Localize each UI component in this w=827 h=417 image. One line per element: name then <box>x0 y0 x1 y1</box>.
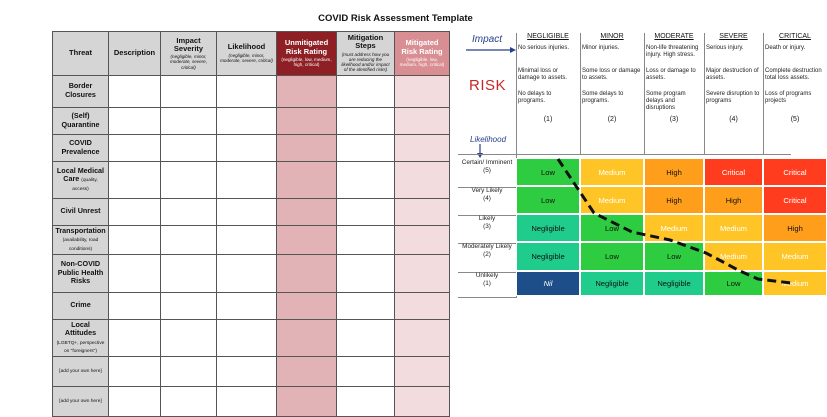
likelihood-cell[interactable] <box>217 254 277 292</box>
unmitigated-risk-cell[interactable] <box>277 134 337 161</box>
impact-heading: MODERATE <box>654 33 694 40</box>
description-cell[interactable] <box>109 292 161 319</box>
likelihood-row-label <box>458 187 516 202</box>
threat-name-cell <box>53 254 109 292</box>
description-cell[interactable] <box>109 319 161 357</box>
risk-cell-medium: Medium <box>644 214 704 242</box>
impact-heading: NEGLIGIBLE <box>527 33 569 40</box>
threat-name: (Self) Quarantine <box>61 110 100 129</box>
risk-cell-low: Low <box>704 271 763 296</box>
threat-name-cell <box>53 387 109 417</box>
likelihood-row-number: (4) <box>483 194 491 202</box>
impact-description <box>516 45 580 114</box>
likelihood-cell[interactable] <box>217 161 277 198</box>
likelihood-cell[interactable] <box>217 225 277 254</box>
risk-cell-medium: Medium <box>580 158 644 186</box>
unmitigated-risk-cell[interactable] <box>277 107 337 134</box>
risk-cell-low: Low <box>644 242 704 271</box>
threat-name-sub: (LGBTQ+, perspective on "foreigners") <box>56 340 105 355</box>
threat-name-cell <box>53 161 109 198</box>
table-row <box>53 161 450 198</box>
impact-heading: SEVERE <box>719 33 748 40</box>
threat-name-cell <box>53 292 109 319</box>
likelihood-row-name: Likely <box>478 215 496 222</box>
description-cell[interactable] <box>109 107 161 134</box>
likelihood-row-name: Certain/ Imminent <box>461 159 513 166</box>
impact-number: (2) <box>607 116 617 123</box>
table-row <box>53 134 450 161</box>
likelihood-row-name: Very Likely <box>471 187 503 194</box>
threat-name-cell <box>53 319 109 357</box>
impact-description <box>763 45 827 114</box>
impact-description-line: Non-life threatening injury. High stress. <box>646 45 699 59</box>
mitigation-steps-cell[interactable] <box>337 161 395 198</box>
risk-cell-low: Low <box>580 214 644 242</box>
risk-cell-high: High <box>644 158 704 186</box>
impact-description-line: Some loss or damage to assets. <box>582 68 641 82</box>
header-unmitigated-risk: Unmitigated Risk Rating (negligible, low, medium, high, critical) <box>277 32 337 76</box>
impact-severity-cell[interactable] <box>161 225 217 254</box>
header-mitigated-risk: Mitigated Risk Rating (negligible, low, medium, high, critical) <box>395 32 450 76</box>
risk-cell-nil: Nil <box>516 271 580 296</box>
table-row <box>53 319 450 357</box>
header-description: Description <box>109 32 161 76</box>
likelihood-cell[interactable] <box>217 357 277 387</box>
impact-description-line: Some delays to programs. <box>582 91 624 105</box>
impact-description <box>580 45 644 114</box>
threat-name-sub: (quality, access) <box>72 178 98 192</box>
impact-column-minor <box>580 33 644 123</box>
impact-column-divider <box>704 33 705 154</box>
mitigated-risk-cell[interactable] <box>395 225 450 254</box>
likelihood-cell[interactable] <box>217 107 277 134</box>
impact-number: (4) <box>729 116 738 123</box>
impact-description-line: Minimal loss or damage to assets. <box>518 68 568 82</box>
mitigated-risk-cell[interactable] <box>395 357 450 387</box>
threat-name: Local Medical Care <box>56 165 105 184</box>
unmitigated-risk-cell[interactable] <box>277 225 337 254</box>
threat-name-cell <box>53 134 109 161</box>
mitigation-steps-cell[interactable] <box>337 319 395 357</box>
mitigated-risk-cell[interactable] <box>395 107 450 134</box>
mitigation-steps-cell[interactable] <box>337 387 395 417</box>
impact-description-line: Some program delays and disruptions <box>646 91 686 112</box>
impact-number: (5) <box>790 116 800 123</box>
unmitigated-risk-cell[interactable] <box>277 161 337 198</box>
threat-table <box>52 31 450 417</box>
likelihood-arrow-icon <box>476 144 484 158</box>
mitigation-steps-cell[interactable] <box>337 198 395 225</box>
impact-severity-cell[interactable] <box>161 75 217 107</box>
threat-name-cell <box>53 198 109 225</box>
impact-severity-cell[interactable] <box>161 107 217 134</box>
table-row <box>53 387 450 417</box>
likelihood-row-number: (5) <box>483 166 491 174</box>
threat-name: Local Attitudes <box>64 319 97 338</box>
mitigated-risk-cell[interactable] <box>395 161 450 198</box>
mitigated-risk-cell[interactable] <box>395 198 450 225</box>
threat-name: COVID Prevalence <box>61 137 100 156</box>
mitigation-steps-cell[interactable] <box>337 107 395 134</box>
threat-name-sub: (availability, road conditions) <box>62 238 99 252</box>
header-likelihood: Likelihood (negligible, minor, moderate, severe, critical) <box>217 32 277 76</box>
risk-cell-low: Low <box>516 158 580 186</box>
description-cell[interactable] <box>109 387 161 417</box>
risk-cell-critical: Critical <box>763 158 827 186</box>
likelihood-cell[interactable] <box>217 292 277 319</box>
risk-matrix <box>458 28 822 300</box>
likelihood-row-label <box>458 159 516 174</box>
table-row <box>53 107 450 134</box>
risk-cell-medium: Medium <box>763 242 827 271</box>
impact-severity-cell[interactable] <box>161 254 217 292</box>
mitigated-risk-cell[interactable] <box>395 254 450 292</box>
impact-label: Impact <box>472 34 503 45</box>
impact-severity-cell[interactable] <box>161 319 217 357</box>
likelihood-label: Likelihood <box>470 135 507 144</box>
risk-cell-negligible: Negligible <box>644 271 704 296</box>
description-cell[interactable] <box>109 357 161 387</box>
impact-column-divider <box>644 33 645 154</box>
risk-cell-negligible: Negligible <box>516 214 580 242</box>
impact-description-line: Severe disruption to programs <box>706 91 760 105</box>
impact-description-line: Complete destruction total loss assets. <box>765 68 822 82</box>
likelihood-cell[interactable] <box>217 134 277 161</box>
description-cell[interactable] <box>109 198 161 225</box>
threat-name: Crime <box>70 300 91 310</box>
threat-name: Border Closures <box>65 81 96 100</box>
impact-arrow-icon <box>466 46 516 54</box>
unmitigated-risk-cell[interactable] <box>277 75 337 107</box>
description-cell[interactable] <box>109 75 161 107</box>
impact-severity-cell[interactable] <box>161 134 217 161</box>
header-mitigation-steps: Mitigation Steps (must address how you are reducing the likelihood and/or impact of the identified risks) <box>337 32 395 76</box>
mitigation-steps-cell[interactable] <box>337 292 395 319</box>
likelihood-row-name: Moderately Likely <box>462 243 512 250</box>
unmitigated-risk-cell[interactable] <box>277 357 337 387</box>
mitigated-risk-cell[interactable] <box>395 134 450 161</box>
threat-name: [add your own here] <box>59 398 102 404</box>
mitigation-steps-cell[interactable] <box>337 75 395 107</box>
likelihood-cell[interactable] <box>217 319 277 357</box>
header-threat: Threat <box>53 32 109 76</box>
impact-description-line: No delays to programs. <box>518 91 552 105</box>
likelihood-row-number: (2) <box>483 250 491 258</box>
mitigated-risk-cell[interactable] <box>395 319 450 357</box>
likelihood-cell[interactable] <box>217 75 277 107</box>
header-likelihood-sub: (negligible, minor, moderate, severe, critical) <box>220 52 273 63</box>
impact-severity-cell[interactable] <box>161 198 217 225</box>
impact-severity-cell[interactable] <box>161 161 217 198</box>
risk-cell-high: High <box>644 186 704 214</box>
risk-cell-medium: Medium <box>704 214 763 242</box>
risk-cell-high: High <box>763 214 827 242</box>
header-mitigation-sub: (must address how you are reducing the likelihood and/or impact of the identified risks) <box>341 51 390 73</box>
risk-cell-critical: Critical <box>704 158 763 186</box>
unmitigated-risk-cell[interactable] <box>277 292 337 319</box>
impact-severity-cell[interactable] <box>161 292 217 319</box>
risk-cell-medium: Medium <box>704 242 763 271</box>
impact-severity-cell[interactable] <box>161 387 217 417</box>
impact-severity-cell[interactable] <box>161 357 217 387</box>
likelihood-row-number: (1) <box>483 279 491 287</box>
risk-cell-high: High <box>704 186 763 214</box>
impact-column-severe <box>704 33 763 123</box>
mitigation-steps-cell[interactable] <box>337 357 395 387</box>
likelihood-row-divider <box>458 297 516 298</box>
header-impact-severity: Impact Severity (negligible, minor, moderate, severe, critical) <box>161 32 217 76</box>
likelihood-row-number: (3) <box>483 222 491 230</box>
unmitigated-risk-cell[interactable] <box>277 254 337 292</box>
unmitigated-risk-cell[interactable] <box>277 198 337 225</box>
impact-heading: MINOR <box>600 33 624 40</box>
likelihood-row-label <box>458 243 516 258</box>
risk-cell-medium: Medium <box>580 186 644 214</box>
impact-description-line: Serious injury. <box>706 45 744 51</box>
impact-column-divider <box>580 33 581 154</box>
impact-description-line: Loss of programs projects <box>765 91 812 105</box>
unmitigated-risk-cell[interactable] <box>277 319 337 357</box>
page-title: COVID Risk Assessment Template <box>318 13 473 24</box>
description-cell[interactable] <box>109 225 161 254</box>
unmitigated-risk-cell[interactable] <box>277 387 337 417</box>
header-mitigated-sub: (negligible, low, medium, high, critical) <box>399 56 445 68</box>
matrix-top-divider <box>458 154 791 155</box>
threat-name-cell <box>53 225 109 254</box>
header-impact-severity-sub: (negligible, minor, moderate, severe, critical) <box>169 54 208 70</box>
impact-number: (3) <box>669 116 679 123</box>
mitigation-steps-cell[interactable] <box>337 254 395 292</box>
table-header-row <box>53 32 450 76</box>
threat-name-cell <box>53 75 109 107</box>
impact-description-line: No serious injuries. <box>518 45 570 51</box>
impact-description <box>644 45 704 114</box>
mitigation-steps-cell[interactable] <box>337 225 395 254</box>
impact-number: (1) <box>543 116 553 123</box>
threat-name: Civil Unrest <box>60 206 101 216</box>
risk-cell-medium: Medium <box>763 271 827 296</box>
table-row <box>53 292 450 319</box>
impact-description-line: Minor injuries. <box>582 45 620 51</box>
risk-cell-negligible: Negligible <box>580 271 644 296</box>
impact-description-line: Loss or damage to assets. <box>646 68 696 82</box>
impact-heading: CRITICAL <box>779 33 811 40</box>
description-cell[interactable] <box>109 161 161 198</box>
impact-description-line: Death or injury. <box>765 45 806 51</box>
mitigated-risk-cell[interactable] <box>395 292 450 319</box>
table-row <box>53 254 450 292</box>
likelihood-cell[interactable] <box>217 387 277 417</box>
threat-name: [add your own here] <box>59 368 102 374</box>
risk-cell-negligible: Negligible <box>516 242 580 271</box>
risk-cell-low: Low <box>580 242 644 271</box>
impact-column-critical <box>763 33 827 123</box>
threat-name: Non-COVID Public Health Risks <box>57 259 104 286</box>
impact-description <box>704 45 763 114</box>
likelihood-cell[interactable] <box>217 198 277 225</box>
mitigated-risk-cell[interactable] <box>395 75 450 107</box>
description-cell[interactable] <box>109 254 161 292</box>
table-row <box>53 75 450 107</box>
risk-cell-critical: Critical <box>763 186 827 214</box>
impact-description-line: Major destruction of assets. <box>706 68 759 82</box>
impact-column-negligible <box>516 33 580 123</box>
mitigation-steps-cell[interactable] <box>337 134 395 161</box>
table-row <box>53 198 450 225</box>
risk-label: RISK <box>469 77 507 94</box>
impact-column-moderate <box>644 33 704 123</box>
table-row <box>53 357 450 387</box>
threat-name: Transportation <box>55 225 106 235</box>
threat-name-cell <box>53 357 109 387</box>
header-unmitigated-sub: (negligible, low, medium, high, critical) <box>281 56 332 68</box>
impact-column-divider <box>516 33 517 154</box>
mitigated-risk-cell[interactable] <box>395 387 450 417</box>
description-cell[interactable] <box>109 134 161 161</box>
likelihood-row-name: Unlikely <box>475 272 499 279</box>
risk-cell-low: Low <box>516 186 580 214</box>
threat-name-cell <box>53 107 109 134</box>
likelihood-row-label <box>458 215 516 230</box>
likelihood-row-label <box>458 272 516 287</box>
impact-column-divider <box>763 33 764 154</box>
table-row <box>53 225 450 254</box>
